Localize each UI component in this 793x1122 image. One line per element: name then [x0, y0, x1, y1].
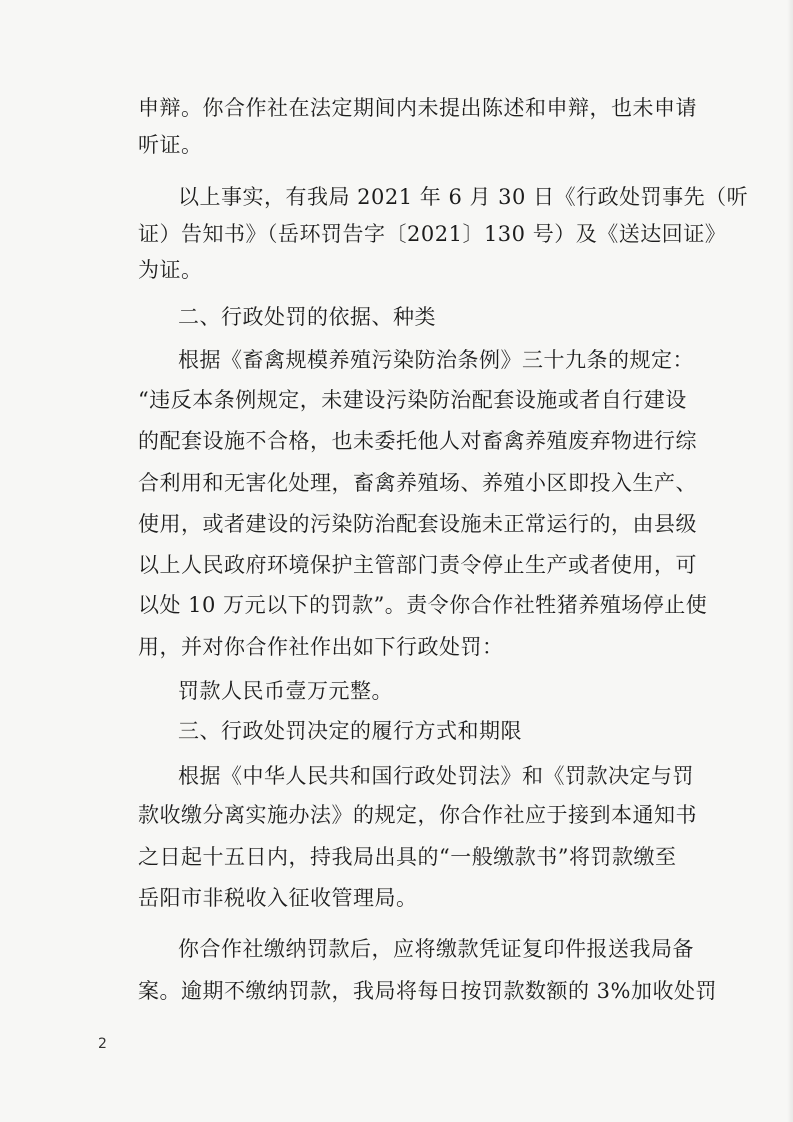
paragraph-line: 以上事实，有我局 2021 年 6 月 30 日《行政处罚事先（听 — [178, 185, 749, 209]
scan-edge-shadow — [787, 0, 793, 1122]
paragraph-line: 证）告知书》（岳环罚告字〔2021〕130 号）及《送达回证》 — [138, 222, 727, 246]
paragraph-line: 用，并对你合作社作出如下行政处罚： — [138, 635, 504, 659]
paragraph-line: 岳阳市非税收入征收管理局。 — [138, 886, 418, 910]
section-heading: 三、行政处罚决定的履行方式和期限 — [178, 719, 522, 743]
paragraph-line: 申辩。你合作社在法定期间内未提出陈述和申辩，也未申请 — [138, 96, 697, 120]
paragraph-line: 之日起十五日内，持我局出具的“一般缴款书”将罚款缴至 — [138, 845, 677, 869]
paragraph-line: 以处 10 万元以下的罚款”。责令你合作社牲猪养殖场停止使 — [138, 593, 708, 617]
paragraph-line: 根据《畜禽规模养殖污染防治条例》三十九条的规定： — [178, 348, 694, 372]
paragraph-line: 款收缴分离实施办法》的规定，你合作社应于接到本通知书 — [138, 803, 697, 827]
paragraph-line: 的配套设施不合格，也未委托他人对畜禽养殖废弃物进行综 — [138, 429, 697, 453]
paragraph-line: 以上人民政府环境保护主管部门责令停止生产或者使用，可 — [138, 553, 697, 577]
paragraph-line: 案。逾期不缴纳罚款，我局将每日按罚款数额的 3%加收处罚 — [138, 979, 717, 1003]
paragraph-line: “违反本条例规定，未建设污染防治配套设施或者自行建设 — [138, 388, 687, 412]
penalty-line: 罚款人民币壹万元整。 — [178, 679, 393, 703]
page-number: 2 — [98, 1036, 107, 1052]
paragraph-line: 听证。 — [138, 133, 203, 157]
section-heading: 二、行政处罚的依据、种类 — [178, 305, 436, 329]
paragraph-line: 合利用和无害化处理，畜禽养殖场、养殖小区即投入生产、 — [138, 471, 697, 495]
paragraph-line: 为证。 — [138, 258, 203, 282]
paragraph-line: 根据《中华人民共和国行政处罚法》和《罚款决定与罚 — [178, 764, 694, 788]
paragraph-line: 使用，或者建设的污染防治配套设施未正常运行的，由县级 — [138, 512, 697, 536]
paragraph-line: 你合作社缴纳罚款后，应将缴款凭证复印件报送我局备 — [178, 937, 694, 961]
